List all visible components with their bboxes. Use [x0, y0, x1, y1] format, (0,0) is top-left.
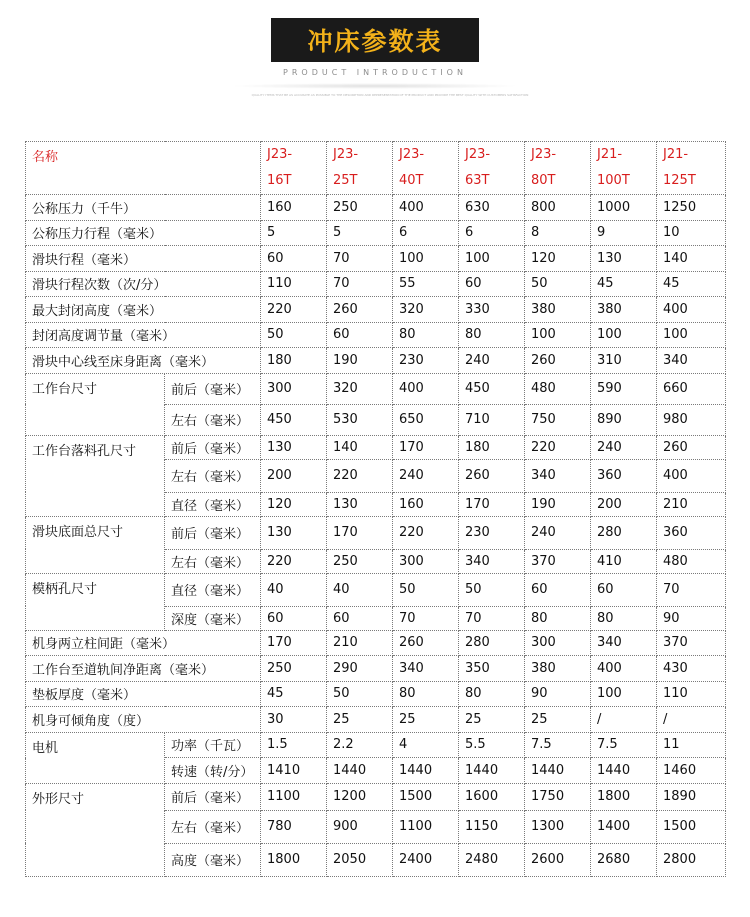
value-cell: 340 — [657, 348, 726, 374]
sub-label: 左右（毫米） — [165, 810, 261, 843]
value-cell: 90 — [525, 681, 591, 707]
value-cell: 1100 — [393, 810, 459, 843]
value-cell: 10 — [657, 220, 726, 246]
value-cell: 1890 — [657, 783, 726, 810]
value-cell: 780 — [261, 810, 327, 843]
value-cell: 30 — [261, 707, 327, 733]
value-cell: / — [591, 707, 657, 733]
value-cell: 630 — [459, 195, 525, 221]
table-row — [26, 516, 726, 549]
value-cell: 1500 — [393, 783, 459, 810]
value-cell: 200 — [261, 459, 327, 492]
sub-label: 直径（毫米） — [165, 492, 261, 516]
value-cell: 170 — [261, 630, 327, 656]
value-cell: 240 — [459, 348, 525, 374]
value-cell: 1440 — [327, 758, 393, 784]
model-header-cell — [525, 142, 591, 195]
table-row — [26, 373, 726, 404]
value-cell: 5.5 — [459, 732, 525, 758]
value-cell: 130 — [261, 435, 327, 459]
model-tonnage: 25T — [333, 173, 358, 188]
value-cell: 1600 — [459, 783, 525, 810]
table-row — [26, 348, 726, 374]
value-cell: 45 — [261, 681, 327, 707]
model-tonnage: 80T — [531, 173, 556, 188]
value-cell: 80 — [525, 606, 591, 630]
value-cell: 750 — [525, 404, 591, 435]
value-cell: 660 — [657, 373, 726, 404]
value-cell: 200 — [591, 492, 657, 516]
value-cell: 2600 — [525, 843, 591, 876]
value-cell: 60 — [459, 271, 525, 297]
model-header-cell — [657, 142, 726, 195]
value-cell: 300 — [525, 630, 591, 656]
value-cell: 450 — [261, 404, 327, 435]
value-cell: 1800 — [261, 843, 327, 876]
sub-label: 前后（毫米） — [165, 516, 261, 549]
table-row — [26, 707, 726, 733]
value-cell: 100 — [657, 322, 726, 348]
value-cell: 160 — [261, 195, 327, 221]
value-cell: 40 — [261, 573, 327, 606]
value-cell: 980 — [657, 404, 726, 435]
group-label: 滑块底面总尺寸 — [26, 516, 165, 573]
sub-label: 左右（毫米） — [165, 459, 261, 492]
value-cell: 120 — [525, 246, 591, 272]
value-cell: 80 — [393, 681, 459, 707]
value-cell: 6 — [459, 220, 525, 246]
value-cell: 1200 — [327, 783, 393, 810]
value-cell: 25 — [393, 707, 459, 733]
value-cell: 250 — [327, 549, 393, 573]
param-label: 工作台至道轨间净距离（毫米） — [26, 656, 261, 682]
table-row — [26, 573, 726, 606]
value-cell: 25 — [525, 707, 591, 733]
table-row — [26, 271, 726, 297]
value-cell: 8 — [525, 220, 591, 246]
value-cell: 380 — [525, 297, 591, 323]
value-cell: 1460 — [657, 758, 726, 784]
value-cell: 250 — [327, 195, 393, 221]
value-cell: 2400 — [393, 843, 459, 876]
value-cell: 90 — [657, 606, 726, 630]
group-label: 外形尺寸 — [26, 783, 165, 876]
value-cell: 180 — [261, 348, 327, 374]
sub-label: 左右（毫米） — [165, 549, 261, 573]
value-cell: 480 — [525, 373, 591, 404]
value-cell: 4 — [393, 732, 459, 758]
table-row — [26, 630, 726, 656]
value-cell: 340 — [459, 549, 525, 573]
value-cell: 50 — [327, 681, 393, 707]
value-cell: 260 — [657, 435, 726, 459]
value-cell: 60 — [261, 606, 327, 630]
value-cell: 40 — [327, 573, 393, 606]
value-cell: 1750 — [525, 783, 591, 810]
value-cell: 60 — [327, 322, 393, 348]
value-cell: 120 — [261, 492, 327, 516]
value-cell: 5 — [327, 220, 393, 246]
value-cell: 240 — [393, 459, 459, 492]
value-cell: 210 — [657, 492, 726, 516]
table-row — [26, 220, 726, 246]
value-cell: 340 — [393, 656, 459, 682]
value-cell: 1440 — [393, 758, 459, 784]
group-label: 工作台尺寸 — [26, 373, 165, 435]
value-cell: 60 — [591, 573, 657, 606]
value-cell: 55 — [393, 271, 459, 297]
value-cell: 1300 — [525, 810, 591, 843]
value-cell: 9 — [591, 220, 657, 246]
model-series: J23- — [267, 147, 293, 162]
value-cell: 45 — [657, 271, 726, 297]
value-cell: 70 — [393, 606, 459, 630]
value-cell: / — [657, 707, 726, 733]
param-label: 滑块行程次数（次/分） — [26, 271, 261, 297]
title-shadow — [230, 83, 520, 89]
value-cell: 1440 — [525, 758, 591, 784]
value-cell: 1.5 — [261, 732, 327, 758]
value-cell: 100 — [591, 681, 657, 707]
value-cell: 2050 — [327, 843, 393, 876]
value-cell: 130 — [591, 246, 657, 272]
table-row — [26, 681, 726, 707]
value-cell: 410 — [591, 549, 657, 573]
value-cell: 370 — [525, 549, 591, 573]
page-subtitle: PRODUCT INTRODUCTION — [283, 68, 467, 77]
value-cell: 130 — [261, 516, 327, 549]
value-cell: 280 — [459, 630, 525, 656]
value-cell: 50 — [393, 573, 459, 606]
value-cell: 110 — [261, 271, 327, 297]
value-cell: 110 — [657, 681, 726, 707]
value-cell: 360 — [657, 516, 726, 549]
param-label: 垫板厚度（毫米） — [26, 681, 261, 707]
model-tonnage: 40T — [399, 173, 424, 188]
value-cell: 80 — [459, 322, 525, 348]
sub-label: 高度（毫米） — [165, 843, 261, 876]
value-cell: 2680 — [591, 843, 657, 876]
value-cell: 70 — [327, 271, 393, 297]
value-cell: 260 — [525, 348, 591, 374]
table-row — [26, 783, 726, 810]
value-cell: 230 — [393, 348, 459, 374]
value-cell: 170 — [393, 435, 459, 459]
value-cell: 800 — [525, 195, 591, 221]
model-header-cell — [591, 142, 657, 195]
group-label: 工作台落料孔尺寸 — [26, 435, 165, 516]
value-cell: 320 — [393, 297, 459, 323]
value-cell: 1440 — [591, 758, 657, 784]
model-tonnage: 16T — [267, 173, 292, 188]
model-tonnage: 125T — [663, 173, 696, 188]
value-cell: 430 — [657, 656, 726, 682]
value-cell: 300 — [393, 549, 459, 573]
model-series: J21- — [597, 147, 623, 162]
value-cell: 330 — [459, 297, 525, 323]
title-banner — [271, 18, 479, 62]
model-header-cell — [327, 142, 393, 195]
value-cell: 130 — [327, 492, 393, 516]
sub-label: 转速（转/分） — [165, 758, 261, 784]
value-cell: 190 — [525, 492, 591, 516]
sub-label: 功率（千瓦） — [165, 732, 261, 758]
model-series: J23- — [333, 147, 359, 162]
model-tonnage: 63T — [465, 173, 490, 188]
model-header-cell — [393, 142, 459, 195]
value-cell: 2480 — [459, 843, 525, 876]
value-cell: 7.5 — [591, 732, 657, 758]
table-row — [26, 195, 726, 221]
value-cell: 890 — [591, 404, 657, 435]
value-cell: 1000 — [591, 195, 657, 221]
value-cell: 220 — [261, 549, 327, 573]
value-cell: 310 — [591, 348, 657, 374]
value-cell: 340 — [591, 630, 657, 656]
value-cell: 480 — [657, 549, 726, 573]
value-cell: 710 — [459, 404, 525, 435]
value-cell: 1410 — [261, 758, 327, 784]
table-row — [26, 142, 726, 195]
param-label: 机身可倾角度（度） — [26, 707, 261, 733]
value-cell: 280 — [591, 516, 657, 549]
value-cell: 1150 — [459, 810, 525, 843]
value-cell: 5 — [261, 220, 327, 246]
value-cell: 70 — [657, 573, 726, 606]
value-cell: 360 — [591, 459, 657, 492]
value-cell: 50 — [459, 573, 525, 606]
value-cell: 380 — [591, 297, 657, 323]
value-cell: 25 — [459, 707, 525, 733]
value-cell: 160 — [393, 492, 459, 516]
value-cell: 900 — [327, 810, 393, 843]
value-cell: 7.5 — [525, 732, 591, 758]
value-cell: 220 — [261, 297, 327, 323]
parameter-table — [25, 141, 726, 877]
sub-label: 直径（毫米） — [165, 573, 261, 606]
value-cell: 340 — [525, 459, 591, 492]
value-cell: 400 — [393, 373, 459, 404]
model-tonnage: 100T — [597, 173, 630, 188]
table-row — [26, 435, 726, 459]
value-cell: 140 — [327, 435, 393, 459]
value-cell: 290 — [327, 656, 393, 682]
value-cell: 170 — [459, 492, 525, 516]
value-cell: 80 — [393, 322, 459, 348]
value-cell: 240 — [525, 516, 591, 549]
header-name-cell: 名称 — [26, 142, 261, 195]
value-cell: 2.2 — [327, 732, 393, 758]
param-label: 最大封闭高度（毫米） — [26, 297, 261, 323]
value-cell: 1800 — [591, 783, 657, 810]
tagline-text: QUALITY ITEMS THAT BE AS ACCURATE AS POSSIBLE TO THE DESCRIPTION AND REPRESENTATION OF THE PRODUCT AND PROVIDE THE BEST QUALITY WITH CUSTOMERS SATISFACTION — [251, 93, 529, 97]
sub-label: 前后（毫米） — [165, 435, 261, 459]
value-cell: 320 — [327, 373, 393, 404]
param-label: 滑块中心线至床身距离（毫米） — [26, 348, 261, 374]
value-cell: 220 — [327, 459, 393, 492]
value-cell: 50 — [261, 322, 327, 348]
value-cell: 6 — [393, 220, 459, 246]
value-cell: 450 — [459, 373, 525, 404]
value-cell: 220 — [393, 516, 459, 549]
value-cell: 400 — [393, 195, 459, 221]
table-row — [26, 246, 726, 272]
value-cell: 220 — [525, 435, 591, 459]
sub-label: 深度（毫米） — [165, 606, 261, 630]
value-cell: 70 — [327, 246, 393, 272]
param-label: 封闭高度调节量（毫米） — [26, 322, 261, 348]
table-row — [26, 732, 726, 758]
value-cell: 1100 — [261, 783, 327, 810]
value-cell: 190 — [327, 348, 393, 374]
value-cell: 45 — [591, 271, 657, 297]
model-header-cell — [459, 142, 525, 195]
model-series: J23- — [465, 147, 491, 162]
group-label: 电机 — [26, 732, 165, 783]
model-series: J21- — [663, 147, 689, 162]
value-cell: 80 — [591, 606, 657, 630]
group-label: 模柄孔尺寸 — [26, 573, 165, 630]
param-label: 机身两立柱间距（毫米） — [26, 630, 261, 656]
value-cell: 1250 — [657, 195, 726, 221]
table-row — [26, 322, 726, 348]
model-series: J23- — [531, 147, 557, 162]
value-cell: 180 — [459, 435, 525, 459]
value-cell: 11 — [657, 732, 726, 758]
value-cell: 260 — [459, 459, 525, 492]
value-cell: 60 — [327, 606, 393, 630]
table-row — [26, 297, 726, 323]
value-cell: 50 — [525, 271, 591, 297]
param-label: 公称压力行程（毫米） — [26, 220, 261, 246]
value-cell: 260 — [393, 630, 459, 656]
value-cell: 70 — [459, 606, 525, 630]
value-cell: 140 — [657, 246, 726, 272]
value-cell: 170 — [327, 516, 393, 549]
table-row — [26, 656, 726, 682]
value-cell: 100 — [591, 322, 657, 348]
value-cell: 60 — [525, 573, 591, 606]
value-cell: 370 — [657, 630, 726, 656]
model-header-cell — [261, 142, 327, 195]
value-cell: 1500 — [657, 810, 726, 843]
value-cell: 400 — [657, 459, 726, 492]
sub-label: 前后（毫米） — [165, 373, 261, 404]
value-cell: 590 — [591, 373, 657, 404]
value-cell: 650 — [393, 404, 459, 435]
param-label: 公称压力（千牛） — [26, 195, 261, 221]
param-label: 滑块行程（毫米） — [26, 246, 261, 272]
value-cell: 530 — [327, 404, 393, 435]
value-cell: 100 — [459, 246, 525, 272]
value-cell: 260 — [327, 297, 393, 323]
model-series: J23- — [399, 147, 425, 162]
value-cell: 2800 — [657, 843, 726, 876]
value-cell: 100 — [393, 246, 459, 272]
sub-label: 前后（毫米） — [165, 783, 261, 810]
sub-label: 左右（毫米） — [165, 404, 261, 435]
value-cell: 230 — [459, 516, 525, 549]
value-cell: 80 — [459, 681, 525, 707]
value-cell: 1440 — [459, 758, 525, 784]
value-cell: 240 — [591, 435, 657, 459]
value-cell: 380 — [525, 656, 591, 682]
value-cell: 300 — [261, 373, 327, 404]
value-cell: 400 — [591, 656, 657, 682]
value-cell: 1400 — [591, 810, 657, 843]
value-cell: 400 — [657, 297, 726, 323]
value-cell: 100 — [525, 322, 591, 348]
value-cell: 210 — [327, 630, 393, 656]
value-cell: 25 — [327, 707, 393, 733]
page-title: 冲床参数表 — [307, 27, 443, 56]
value-cell: 60 — [261, 246, 327, 272]
value-cell: 250 — [261, 656, 327, 682]
value-cell: 350 — [459, 656, 525, 682]
